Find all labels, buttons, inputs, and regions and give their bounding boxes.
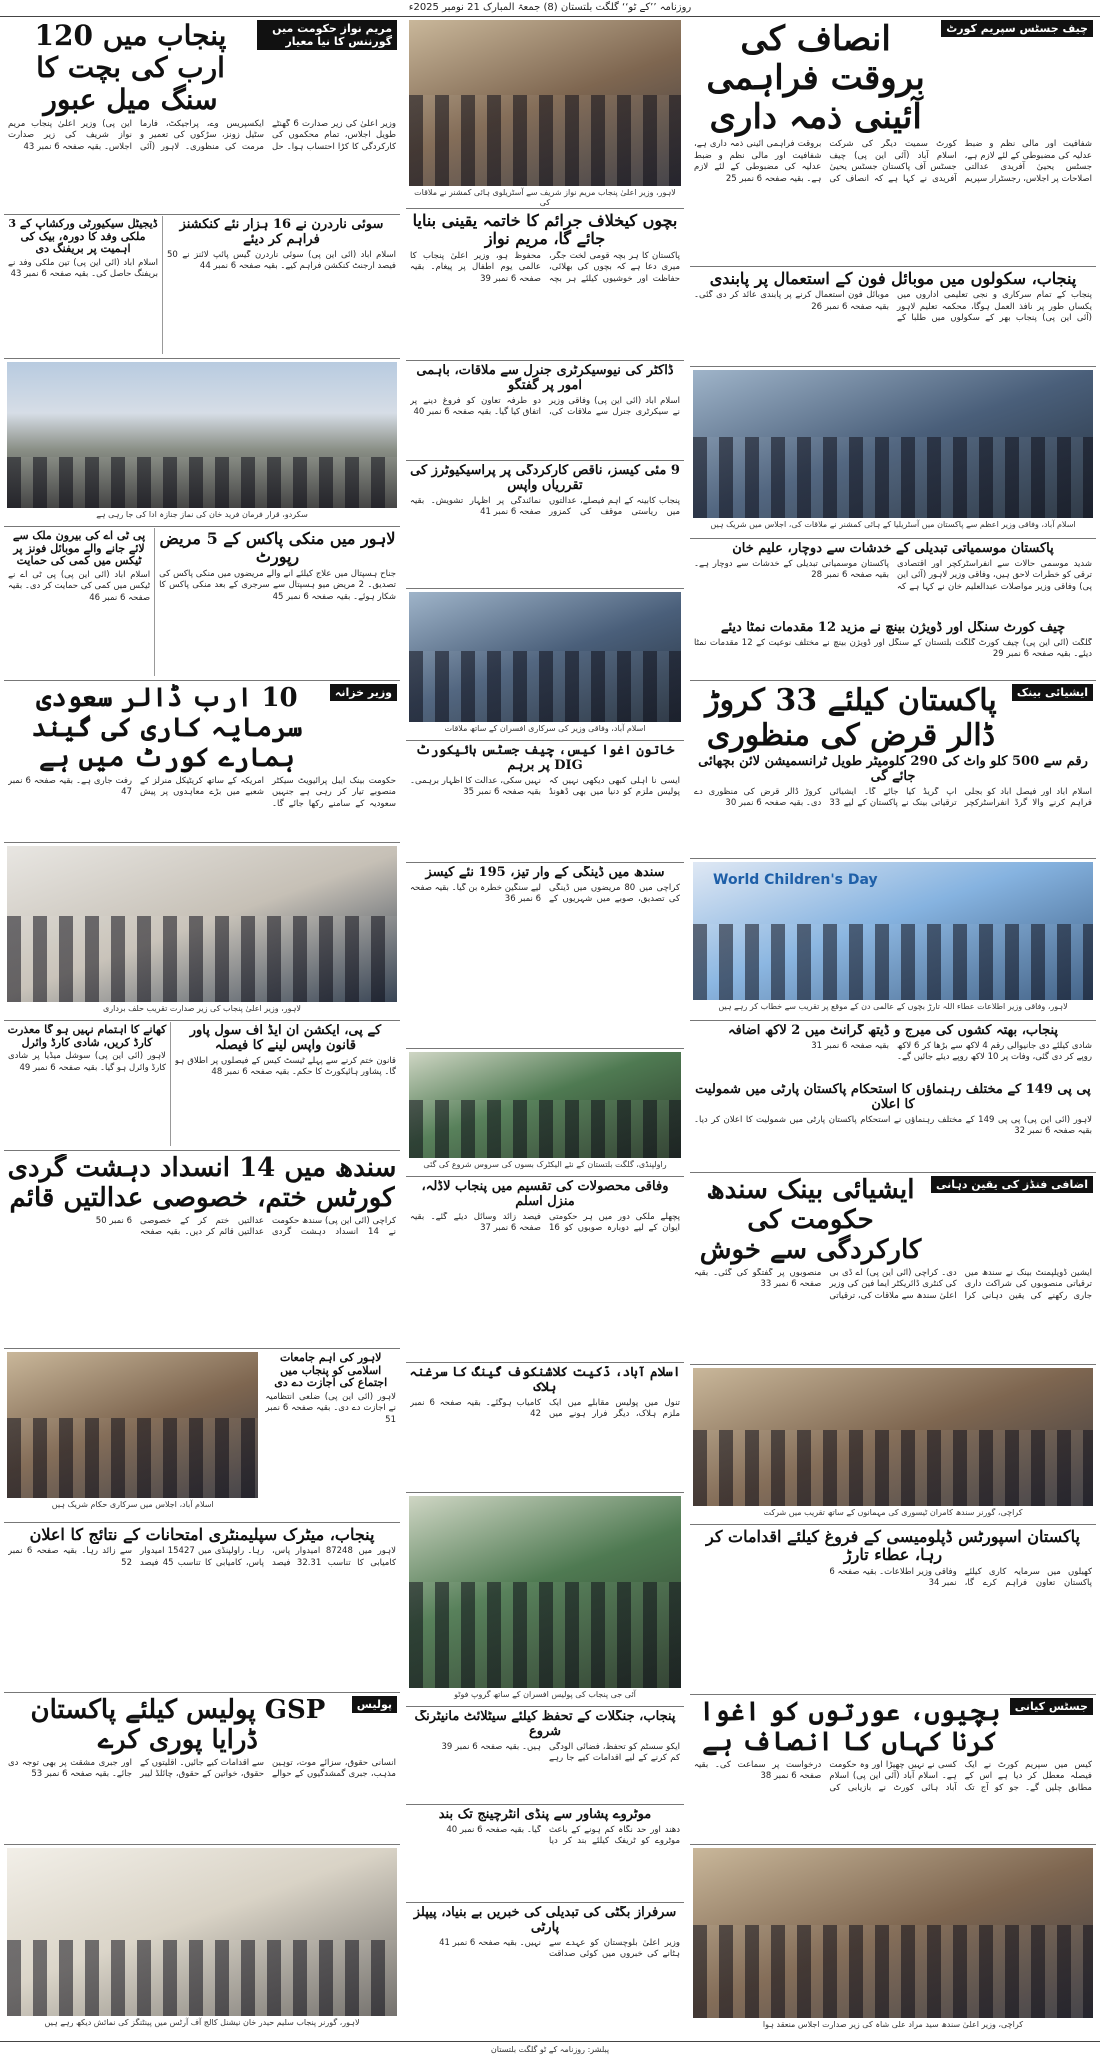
article-dengue: [406, 864, 684, 1049]
article-forests: [406, 1708, 684, 1805]
article-body: گلگت (آئی این پی) چیف کورٹ گلگت بلتستان کے سنگل اور ڈویژن بینچ نے مختلف نوعیت کے 12 مقدمات نمٹا دیئے۔ بقیہ صفحہ 6 نمبر 29: [694, 637, 1092, 660]
article-climate: [690, 540, 1096, 681]
article-kicker: اضافی فنڈز کی یقین دہانی: [931, 1176, 1093, 1193]
article-photo-signing: [406, 590, 684, 741]
article-headline: GSP پولیس کیلئے پاکستان ڈرایا پوری کرے: [30, 1696, 326, 1755]
article-kicker: وزیر خزانہ: [330, 684, 397, 701]
article-main: [163, 216, 400, 354]
article-matric-results: [4, 1524, 400, 1693]
article-photo-meeting-2: [4, 1350, 400, 1523]
article-headline: لاہور کی اہم جامعات اسلامی کو پنجاب میں اجتماع کی اجازت دے دی: [274, 1352, 388, 1390]
news-photo: [7, 846, 397, 1002]
article-mobile-ban: [690, 268, 1096, 367]
article-bugti: [406, 1904, 684, 2036]
article-secretary-general: [406, 362, 684, 461]
article-may9: [406, 462, 684, 589]
article-photo-3: [690, 1366, 1096, 1525]
article-body: تنول میں پولیس مقابلے میں ایک ملزم ہلاک، دیگر فرار ہونے میں کامیاب ہوگئے۔ بقیہ صفحہ 6 نمبر 42: [410, 1397, 680, 1420]
article-headline: ڈیجیٹل سیکیورٹی ورکشاپ کے 3 ملکی وفد کا دورہ، بیک کی اہمیت پر بریفنگ دی: [8, 218, 158, 256]
article-side: [4, 528, 155, 676]
article-headline: پنجاب، جنگلات کے تحفظ کیلئے سیٹلائٹ مانیٹرنگ شروع: [414, 1710, 676, 1739]
article-body: انسانی حقوق، سزائے موت، توہین مذہب، جبری گمشدگیوں کے حوالے سے اقدامات کیے جائیں۔ اقلیتوں کے حقوق، خواتین کے حقوق، چائلڈ لیبر اور جبری مشقت پر بھی توجہ دی جائے۔ بقیہ صفحہ 6 نمبر 53: [8, 1757, 396, 1780]
article-body: وزیر اعلیٰ کی زیر صدارت 6 گھنٹے طویل اجلاس، تمام محکموں کی کارکردگی کا کڑا احتساب ہوا۔ حل ایکسپریس وے، پراجیکٹ، فارما سٹیل زونز، سڑکوں کی تعمیر و مرمت کی منظوری۔ لاہور (آئی این پی) وزیر اعلیٰ پنجاب مریم نواز شریف کی زیر صدارت اجلاس۔ بقیہ صفحہ 6 نمبر 43: [8, 118, 396, 152]
photo-caption: سکردو، قرار فرمان فرید خان کی نماز جنازہ ادا کی جا رہی ہے: [96, 510, 308, 519]
article-saudi-investment: [4, 682, 400, 843]
article-main: [171, 1022, 400, 1146]
article-kiani: [690, 1696, 1096, 1845]
photo-caption: اسلام آباد، وفاقی وزیر کی سرکاری افسران کے ساتھ ملاقات: [444, 724, 646, 733]
article-headline: پنجاب، سکولوں میں موبائل فون کے استعمال پر پابندی: [709, 270, 1077, 288]
article-dig: [406, 742, 684, 863]
news-photo: [409, 592, 681, 722]
article-body: شفافیت اور مالی نظم و ضبط عدلیہ کی مضبوطی کے لئے لازم ہے، جسٹس یحییٰ آفریدی عدالتی اصلاحات پر اجلاس، رجسٹرار سپریم کورٹ سمیت دیگر کی شرکت اسلام آباد (آئی این پی) چیف جسٹس آف پاکستان جسٹس یحییٰ آفریدی نے کہا ہے کہ انصاف کی بروقت فراہمی آئینی ذمہ داری ہے، شفافیت اور مالی نظم و ضبط عدلیہ کی مضبوطی کے لئے لازم ہے۔ بقیہ صفحہ 6 نمبر 25: [694, 139, 1092, 184]
article-headline: سرفراز بگٹی کی تبدیلی کی خبریں بے بنیاد، پیپلز پارٹی: [413, 1906, 677, 1935]
article-body: پنجاب کابینہ کے اہم فیصلے، عدالتوں میں ریاستی موقف کی کمزور نمائندگی پر اظہار تشویش۔ بقیہ صفحہ 6 نمبر 41: [410, 495, 680, 518]
article-row: [4, 528, 400, 676]
article-body: لاہور میں 87248 امیدوار پاس، کامیابی کا تناسب 32.31 فیصد رہا۔ راولپنڈی میں 15427 امیدوار پاس، کامیابی کا تناسب 45 فیصد سے زائد رہا۔ بقیہ صفحہ 6 نمبر 52: [8, 1546, 396, 1568]
article-grant: [690, 1022, 1096, 1173]
news-photo: [409, 1496, 681, 1688]
article-kp-law: [4, 1022, 400, 1151]
photo-caption: کراچی، گورنر سندھ کامران ٹیسوری کی مہمانوں کے ساتھ تقریب میں شرکت: [763, 1508, 1023, 1517]
article-row: [4, 1350, 400, 1518]
page-footer: پبلشر: روزنامہ کے ٹو گلگت بلتستان: [0, 2041, 1100, 2058]
article-headline: پی پی 149 کے مختلف رہنماؤں کا استحکام پاکستان پارٹی میں شمولیت کا اعلان: [695, 1082, 1091, 1112]
news-photo: [7, 1352, 258, 1498]
article-child-crimes: [406, 210, 684, 361]
photo-caption: اسلام آباد، وفاقی وزیر اعظم سے پاکستان میں آسٹریلیا کے ہائی کمشنر نے ملاقات کی، اجلاس میں شریک ہیں: [710, 520, 1076, 529]
article-row: [4, 216, 400, 354]
article-body: شدید موسمی حالات سے انفراسٹرکچر اور اقتصادی ترقی کو خطرات لاحق ہیں، وفاقی وزیر لاہور (آئی این پی) وفاقی وزیر مواصلات عبدالعلیم خان نے کہا ہے کہ پاکستان موسمیاتی تبدیلی کے خدشات سے دوچار ہے۔ بقیہ صفحہ 6 نمبر 28: [694, 558, 1092, 592]
news-photo: [693, 1848, 1093, 2018]
news-photo: [7, 1848, 397, 2016]
news-photo: [693, 862, 1093, 1000]
photo-banner-text: World Children's Day: [713, 872, 878, 888]
article-side: [4, 216, 163, 354]
article-body: اسلام آباد (آئی این پی) تین ملکی وفد نے بریفنگ حاصل کی۔ بقیہ صفحہ 6 نمبر 43: [8, 257, 158, 280]
article-body: کیس میں سپریم کورٹ نے ایک فیصلہ معطل کر دیا ہے اس کے مطابق چلیں گے۔ جو کو آج تک کسی نے نہیں چھیڑا اور وہ حکومت ہے۔ اسلام آباد (آئی این پی) اسلام آباد ہائی کورٹ نے بازیابی کی درخواست پر سماعت کی۔ بقیہ صفحہ 6 نمبر 38: [694, 1759, 1092, 1793]
article-headline: چیف کورٹ سنگل اور ڈویژن بینچ نے مزید 12 مقدمات نمٹا دیئے: [720, 620, 1066, 635]
article-body: پاکستان کا ہر بچہ قومی لخت جگر، میری دعا ہے کہ بچوں کی بھلائی، حفاظت اور خوشیوں کیلئے ہر بچہ محفوظ ہو، وزیر اعلیٰ پنجاب کا عالمی یوم اطفال پر پیغام۔ بقیہ صفحہ 6 نمبر 39: [410, 250, 680, 284]
article-adb-loan: [690, 682, 1096, 859]
article-body: اسلام آباد (آئی این پی) پی ٹی اے نے ٹیکس میں کمی کی حمایت کر دی۔ بقیہ صفحہ 6 نمبر 46: [8, 569, 151, 603]
column-middle: [406, 18, 684, 2040]
article-main: [155, 528, 400, 676]
photo-caption: راولپنڈی، گلگت بلتستان کے نئے الیکٹرک بسوں کی سروس شروع کی گئی: [423, 1160, 667, 1169]
article-body: کراچی (آئی این پی) سندھ حکومت نے 14 انسداد دہشت گردی عدالتیں ختم کر کے خصوصی عدالتیں قائم کر دیں۔ بقیہ صفحہ 6 نمبر 50: [95, 1215, 396, 1238]
article-photo-buses: [406, 1050, 684, 1177]
article-side: [261, 1350, 400, 1518]
article-body: اسلام آباد اور فیصل آباد کو بجلی فراہم کرنے والا گرڈ انفراسٹرکچر اپ گریڈ کیا جائے گا۔ ایشیائی ترقیاتی بینک نے پاکستان کے لیے 33 کروڑ ڈالر قرض کی منظوری دے دی۔ بقیہ صفحہ 6 نمبر 30: [694, 786, 1092, 809]
article-subheadline: رقم سے 500 کلو واٹ کی 290 کلومیٹر طویل ٹرانسمیشن لائن بچھائی جائے گی: [698, 755, 1088, 784]
article-headline: پاکستان اسپورٹس ڈپلومیسی کے فروغ کیلئے اقدامات کر رہا، عطاء تارڑ: [706, 1528, 1080, 1565]
article-headline: انصاف کی بروقت فراہمی آئینی ذمہ داری: [706, 20, 925, 138]
article-body: پنجاب کے تمام سرکاری و نجی تعلیمی اداروں میں یکساں طور پر نافذ العمل ہوگا، محکمہ تعلیم لاہور (آئی این پی) پنجاب بھر کے سکولوں میں طلبا کے موبائل فون استعمال کرنے پر پابندی عائد کر دی گئی۔ بقیہ صفحہ 6 نمبر 26: [694, 290, 1092, 324]
article-row: [4, 1022, 400, 1146]
article-photo-oath: [4, 844, 400, 1021]
article-kicker: مریم نواز حکومت میں گورننس کا نیا معیار: [257, 20, 397, 50]
article-kicker: چیف جسٹس سپریم کورٹ: [941, 20, 1093, 37]
column-right: [690, 18, 1096, 2040]
article-body: قانون ختم کرنے سے پہلے ٹیسٹ کیس کے فیصلوں پر اطلاق ہو گا۔ پشاور ہائیکورٹ کا حکم۔ بقیہ صفحہ 6 نمبر 48: [174, 1055, 396, 1078]
article-body: ایشین ڈویلپمنٹ بینک نے سندھ میں ترقیاتی منصوبوں کی شراکت داری جاری رکھنے کی یقین دہانی کرا دی۔ کراچی (آئی این پی) اے ڈی بی کی کنٹری ڈائریکٹر ایما فین کی وزیر اعلیٰ سندھ سے ملاقات کی، ترقیاتی منصوبوں پر گفتگو کی گئی۔ بقیہ صفحہ 6 نمبر 33: [694, 1267, 1092, 1301]
article-headline: وفاقی محصولات کی تقسیم میں پنجاب لاڈلہ، منزل اسلم: [421, 1180, 669, 1209]
article-body: حکومت بینک ایبل پرائیویٹ سیکٹر منصوبے تیار کر رہی ہے جنہیں سعودیہ کے سامنے رکھا جائے گا۔ امریکہ کے ساتھ کریٹیکل منرلز کے شعبے میں بڑے معاہدوں پر پیش رفت جاری ہے۔ بقیہ صفحہ 6 نمبر 47: [8, 775, 396, 809]
article-motorway: [406, 1806, 684, 1903]
article-body: ایکو سسٹم کو تحفظ، فضائی آلودگی کم کرنے کے لیے اقدامات کیے جا رہے ہیں۔ بقیہ صفحہ 6 نمبر 39: [441, 1741, 680, 1764]
article-photo-police: [406, 1494, 684, 1707]
article-side: [4, 1022, 171, 1146]
article-photo-meeting: [406, 18, 684, 209]
article-headline: لاہور میں منکی پاکس کے 5 مریض رپورٹ: [159, 530, 396, 567]
article-headline: 9 مئی کیسز، ناقص کارکردگی پر پراسیکیوٹرز کی تقرریاں واپس: [410, 464, 680, 493]
article-headline: پنجاب، بھتہ کشوں کی میرج و ڈیتھ گرانٹ میں 2 لاکھ اضافہ: [727, 1024, 1059, 1038]
article-dacoit: [406, 1364, 684, 1493]
article-atc-courts: [4, 1152, 400, 1349]
article-body: وزیر اعلیٰ بلوچستان کو عہدے سے ہٹانے کی خبروں میں کوئی صداقت نہیں۔ بقیہ صفحہ 6 نمبر 41: [439, 1937, 680, 1960]
article-headline: بچوں کیخلاف جرائم کا خاتمہ یقینی بنایا جائے گا، مریم نواز: [412, 212, 678, 249]
article-headline: سندھ میں ڈینگی کے وار تیز، 195 نئے کیسز: [425, 866, 665, 880]
article-punjab-savings: [4, 18, 400, 215]
news-photo: [409, 20, 681, 186]
article-headline: کھانے کا اہتمام نہیں ہو گا معذرت کارڈ کریں، شادی کارڈ وائرل: [7, 1024, 167, 1049]
article-photo-4: [690, 1846, 1096, 2036]
article-body: لاہور (آئی این پی) سوشل میڈیا پر شادی کارڈ وائرل ہو گیا۔ بقیہ صفحہ 6 نمبر 49: [8, 1051, 166, 1073]
photo-caption: اسلام آباد، اجلاس میں سرکاری حکام شریک ہیں: [51, 1500, 214, 1509]
article-headline: پنجاب میں 120 ارب کی بچت کا سنگ میل عبور: [34, 20, 227, 117]
article-revenue: [406, 1178, 684, 1363]
article-body: اسلام آباد (آئی این پی) وفاقی وزیر نے سیکرٹری جنرل سے ملاقات کی، دو طرفہ تعاون کو فروغ دینے پر اتفاق کیا گیا۔ بقیہ صفحہ 6 نمبر 40: [410, 395, 680, 418]
photo-caption: لاہور، گورنر پنجاب سلیم حیدر خان نیشنل کالج آف آرٹس میں پینٹنگز کی نمائش دیکھ رہے ہیں: [44, 2018, 360, 2027]
article-mpox: [4, 528, 400, 681]
article-body: جناح ہسپتال میں علاج کیلئے آنے والے مریضوں میں منکی پاکس کی تصدیق۔ 2 مریض میو ہسپتال سے سرجری کے بعد منکی پاکس کا شکار ہوئے۔ بقیہ صفحہ 6 نمبر 45: [159, 568, 396, 602]
article-adb-sindh: [690, 1174, 1096, 1365]
news-photo: [7, 362, 397, 508]
column-left: [4, 18, 400, 2040]
article-kicker: پولیس: [352, 1696, 397, 1713]
article-kicker: جسٹس کیانی: [1010, 1698, 1093, 1715]
article-headline: 10 ارب ڈالر سعودی سرمایہ کاری کی گیند ہمارے کورٹ میں ہے: [31, 684, 303, 773]
article-headline: سندھ میں 14 انسداد دہشت گردی کورٹس ختم، خصوصی عدالتیں قائم: [7, 1154, 397, 1213]
article-body: لاہور (آئی این پی) ضلعی انتظامیہ نے اجازت دے دی۔ بقیہ صفحہ 6 نمبر 51: [265, 1391, 396, 1425]
article-headline: ڈاکٹر کی نیوسیکرٹری جنرل سے ملاقات، باہمی امور پر گفتگو: [416, 364, 674, 393]
news-photo: [693, 370, 1093, 518]
photo-caption: آئی جی پنجاب کی پولیس افسران کے ساتھ گروپ فوٹو: [454, 1690, 636, 1699]
article-body: دھند اور حد نگاہ کم ہونے کے باعث موٹروے کو ٹریفک کیلئے بند کر دیا گیا۔ بقیہ صفحہ 6 نمبر 40: [446, 1824, 680, 1847]
article-body: پچھلے ملکی دور میں ہر حکومتی ایوان کے لیے دوبارہ صوبوں کو 16 فیصد زائد وسائل دیئے گئے۔ بقیہ صفحہ 6 نمبر 37: [410, 1211, 680, 1234]
article-photo-2: [690, 860, 1096, 1021]
article-main: [4, 1350, 261, 1518]
photo-caption: لاہور، وزیر اعلیٰ پنجاب مریم نواز شریف سے آسٹریلوی ہائی کمشنر نے ملاقات کی: [414, 188, 676, 207]
article-headline: پی ٹی اے کی بیرون ملک سے لائے جانے والے موبائل فونز پر ٹیکس میں کمی کی حمایت: [12, 530, 146, 568]
article-photo-art: [4, 1846, 400, 2036]
news-photo: [409, 1052, 681, 1158]
article-body: کراچی میں 80 مریضوں میں ڈینگی کی تصدیق، صوبے میں شہریوں کے لیے سنگین خطرہ بن گیا۔ بقیہ صفحہ 6 نمبر 36: [410, 882, 680, 905]
page-masthead: روزنامہ ’’کے ٹو‘‘ گلگت بلتستان (8) جمعۃ المبارک 21 نومبر 2025ء: [0, 0, 1100, 17]
article-headline: پنجاب، میٹرک سپلیمنٹری امتحانات کے نتائج کا اعلان: [29, 1526, 375, 1544]
article-cj-justice: [690, 18, 1096, 267]
article-photo-1: [690, 368, 1096, 539]
photo-caption: لاہور، وفاقی وزیر اطلاعات عطاء اللہ تارڑ بچوں کے عالمی دن کے موقع پر تقریب سے خطاب کر رہے ہیں: [718, 1002, 1068, 1011]
article-body: کھیلوں میں سرمایہ کاری کیلئے پاکستان تعاون فراہم کرے گا، وفاقی وزیر اطلاعات۔ بقیہ صفحہ 6 نمبر 34: [829, 1566, 1092, 1589]
article-body: اسلام آباد (آئی این پی) سوئی ناردرن گیس پائپ لائنز نے 50 فیصد ارجنٹ کنکشن فراہم کیے۔ بقیہ صفحہ 6 نمبر 44: [167, 249, 396, 272]
article-headline: اسلام آباد، ڈکیت کلاشنکوف گینگ کا سرغنہ ہلاک: [409, 1366, 681, 1395]
article-kicker: ایشیائی بینک: [1012, 684, 1093, 701]
article-headline: کے پی، ایکشن ان ایڈ آف سول پاور قانون واپس لینے کا فیصلہ: [189, 1024, 382, 1053]
article-sports-diplomacy: [690, 1526, 1096, 1695]
article-body: ایسی نا اہلی کبھی دیکھی نہیں کہ پولیس ملزم کو دنیا میں بھی ڈھونڈ نہیں سکی، عدالت کا اظہار برہمی۔ بقیہ صفحہ 6 نمبر 35: [410, 775, 680, 798]
article-headline: ایشیائی بینک سندھ حکومت کی کارکردگی سے خوش: [699, 1176, 922, 1265]
article-headline: سوئی ناردرن نے 16 ہزار نئے کنکشنز فراہم کر دیئے: [179, 218, 384, 247]
article-headline: پاکستان کیلئے 33 کروڑ ڈالر قرض کی منظوری: [705, 684, 997, 753]
article-sui-northern: [4, 216, 400, 359]
article-gsp: [4, 1694, 400, 1845]
article-headline: بچیوں، عورتوں کو اغوا کرنا کہاں کا انصاف ہے: [699, 1698, 1001, 1757]
article-headline: پاکستان موسمیاتی تبدیلی کے خدشات سے دوچار، علیم خان: [732, 542, 1054, 556]
news-photo: [693, 1368, 1093, 1506]
article-photo-funeral: [4, 360, 400, 527]
photo-caption: لاہور، وزیر اعلیٰ پنجاب کی زیر صدارت تقریب حلف برداری: [103, 1004, 301, 1013]
article-headline: موٹروے پشاور سے پنڈی انٹرچینج تک بند: [438, 1808, 652, 1822]
article-body: لاہور (آئی این پی) پی پی 149 کے مختلف رہنماؤں نے استحکام پاکستان پارٹی میں شمولیت کا اعلان کر دیا۔ بقیہ صفحہ 6 نمبر 32: [694, 1114, 1092, 1137]
article-headline: خاتون اغوا کیس، چیف جسٹس ہائیکورٹ DIG پر برہم: [415, 744, 675, 773]
article-body: شادی کیلئے دی جانیوالی رقم 4 لاکھ سے بڑھا کر 6 لاکھ روپے کر دی گئی، وفات پر 10 لاکھ روپے دیئے جائیں گے۔ بقیہ صفحہ 6 نمبر 31: [811, 1040, 1092, 1063]
photo-caption: کراچی، وزیر اعلیٰ سندھ سید مراد علی شاہ کی زیر صدارت اجلاس منعقد ہوا: [762, 2020, 1024, 2029]
